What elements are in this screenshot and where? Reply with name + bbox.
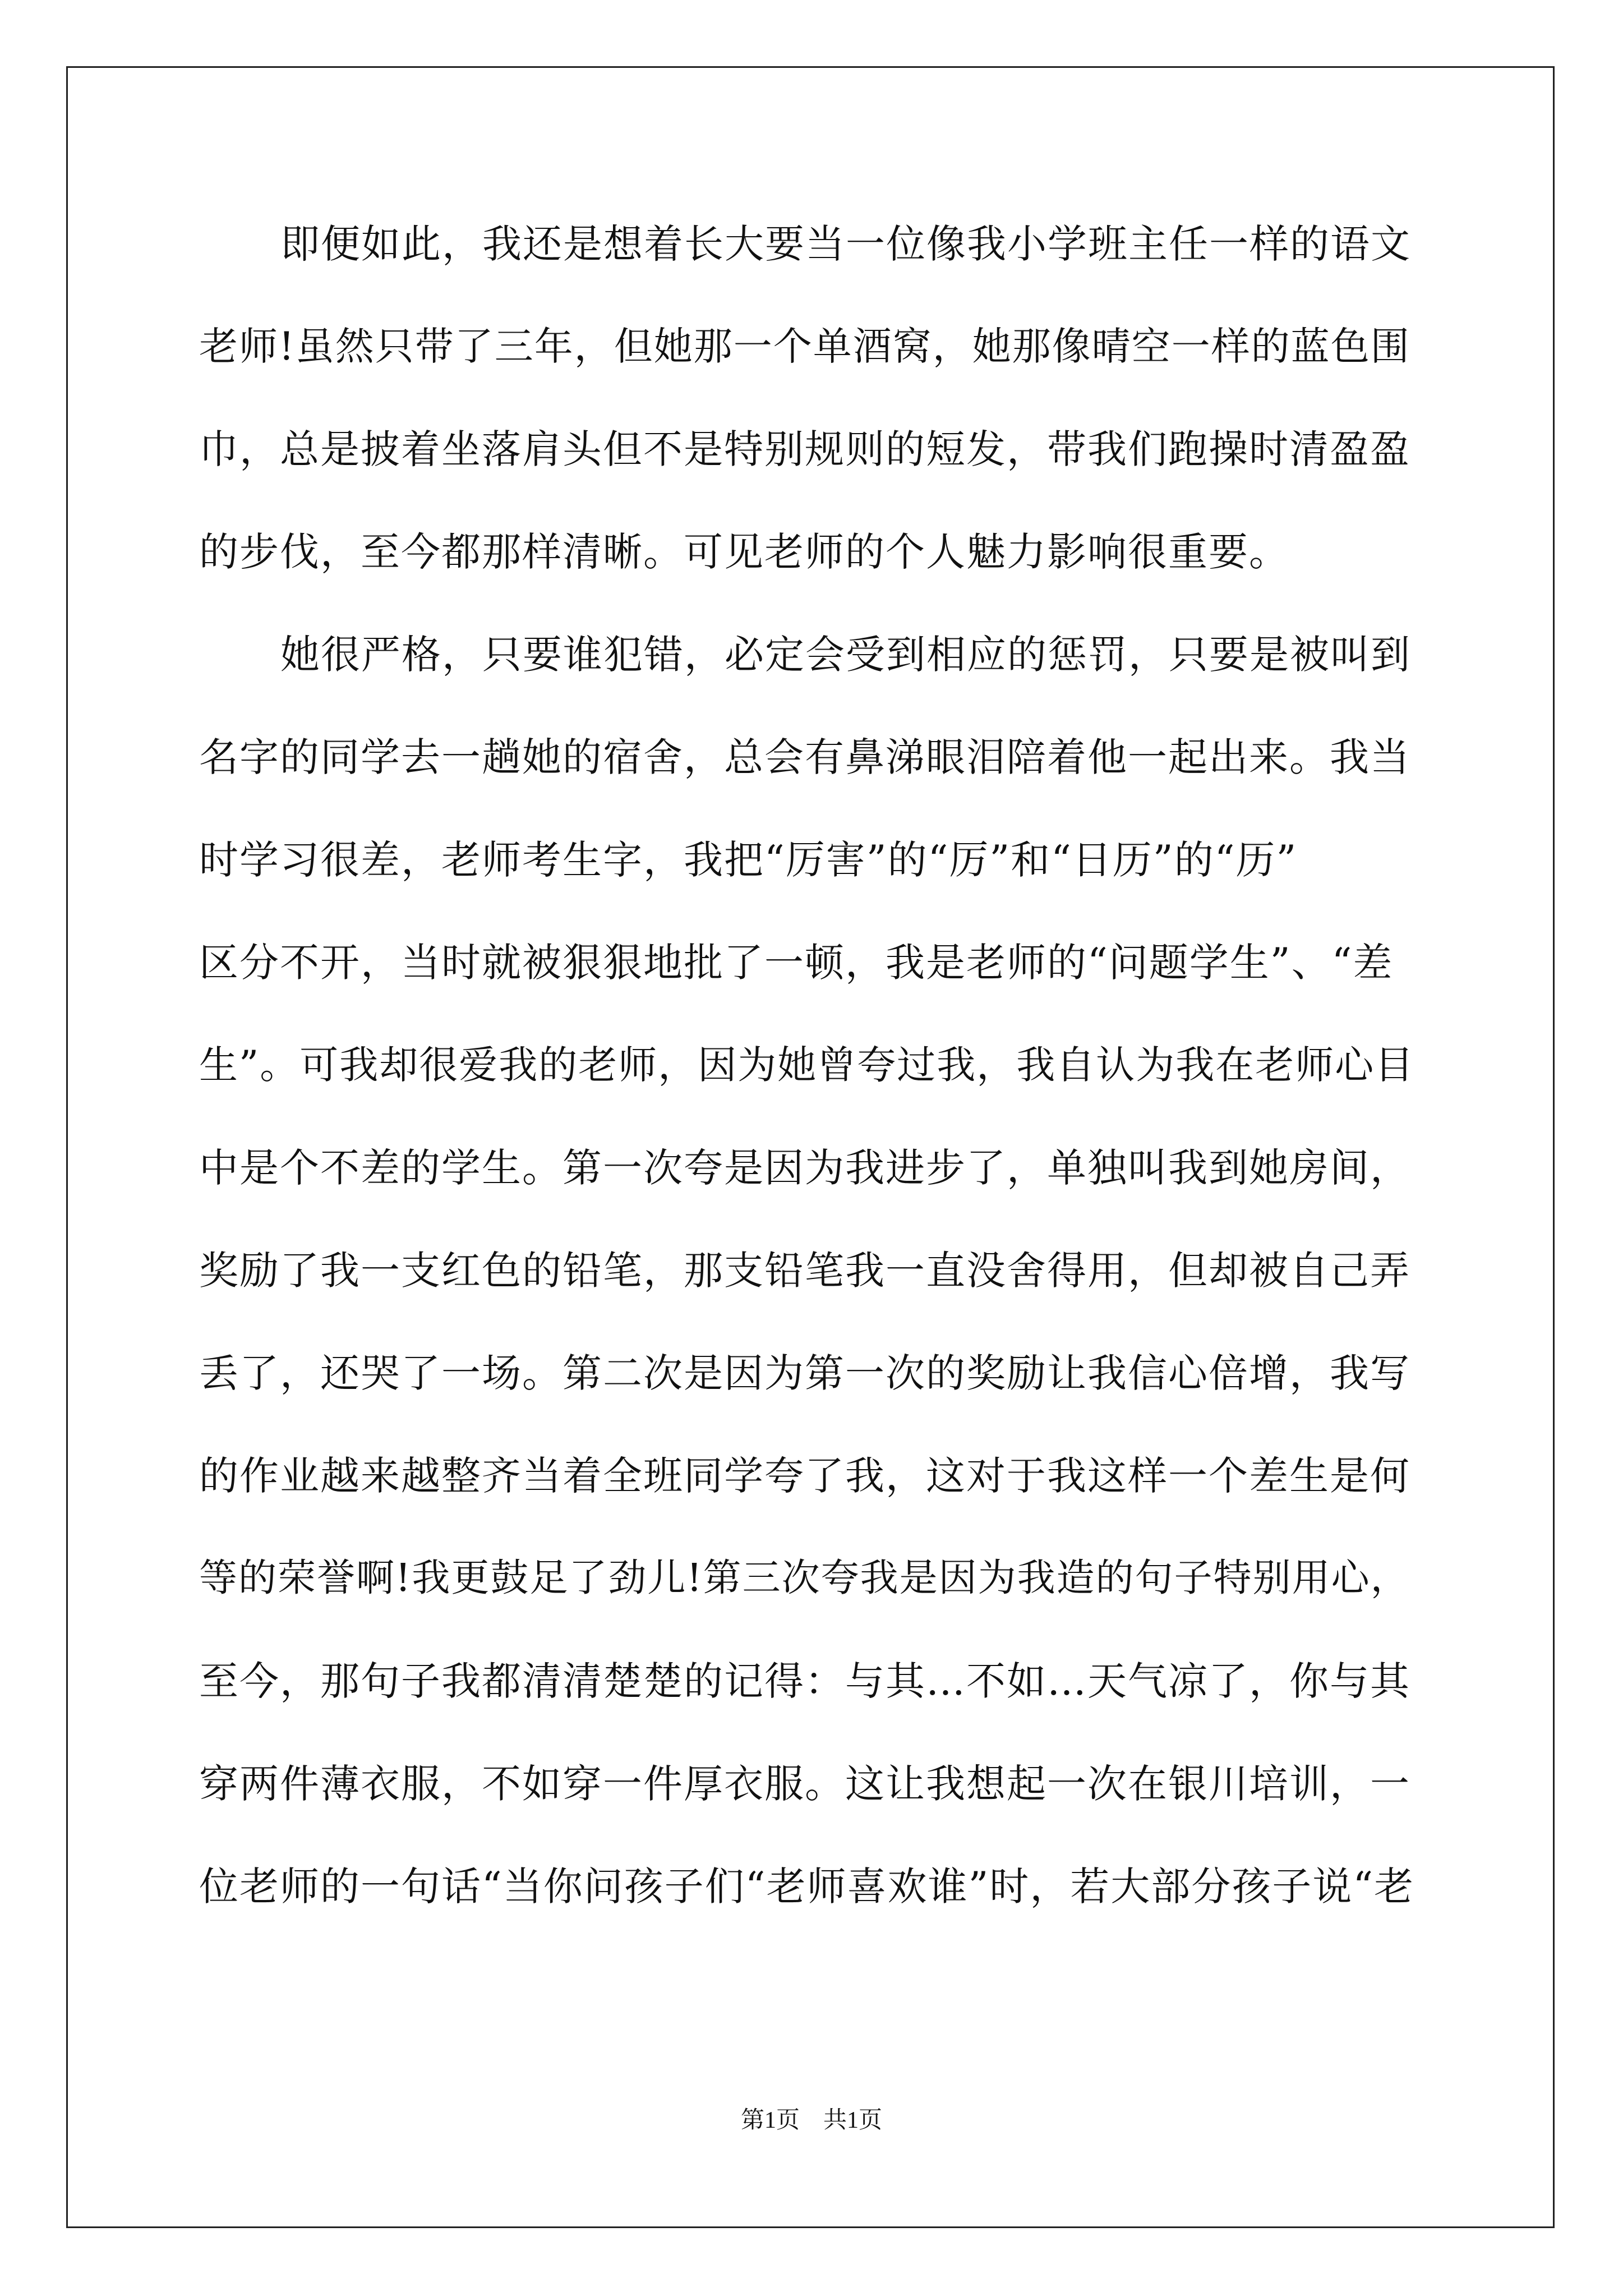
- text-line: 的作业越来越整齐当着全班同学夸了我，这对于我这样一个差生是何: [199, 1453, 1410, 1499]
- text-line: 生”。可我却很爱我的老师，因为她曾夸过我，我自认为我在老师心目: [199, 1043, 1415, 1088]
- text-line: 奖励了我一支红色的铅笔，那支铅笔我一直没舍得用，但却被自己弄: [199, 1248, 1410, 1294]
- text-line: 名字的同学去一趟她的宿舍，总会有鼻涕眼泪陪着他一起出来。我当: [199, 734, 1410, 780]
- text-line: 她很严格，只要谁犯错，必定会受到相应的惩罚，只要是被叫到: [280, 632, 1411, 678]
- text-line: 老师!虽然只带了三年，但她那一个单酒窝，她那像晴空一样的蓝色围: [199, 324, 1410, 369]
- text-line: 丢了，还哭了一场。第二次是因为第一次的奖励让我信心倍增，我写: [199, 1350, 1410, 1396]
- text-line: 中是个不差的学生。第一次夸是因为我进步了，单独叫我到她房间，: [199, 1145, 1410, 1191]
- text-line: 时学习很差，老师考生字，我把“厉害”的“厉”和“日历”的“历”: [199, 837, 1298, 883]
- text-line: 区分不开，当时就被狠狠地批了一顿，我是老师的“问题学生”、“差: [199, 940, 1394, 986]
- text-line: 穿两件薄衣服，不如穿一件厚衣服。这让我想起一次在银川培训，一: [199, 1761, 1410, 1807]
- text-line: 巾，总是披着坐落肩头但不是特别规则的短发，带我们跑操时清盈盈: [199, 426, 1410, 472]
- text-line: 即便如此，我还是想着长大要当一位像我小学班主任一样的语文: [280, 221, 1411, 267]
- text-line: 的步伐，至今都那样清晰。可见老师的个人魅力影响很重要。: [199, 529, 1289, 575]
- text-line: 等的荣誉啊!我更鼓足了劲儿!第三次夸我是因为我造的句子特别用心，: [199, 1556, 1410, 1600]
- text-line: 至今，那句子我都清清楚楚的记得：与其…不如…天气凉了，你与其: [199, 1658, 1410, 1704]
- text-line: 位老师的一句话“当你问孩子们“老师喜欢谁”时，若大部分孩子说“老: [199, 1864, 1415, 1910]
- page-number-footer: 第1页 共1页: [740, 2108, 882, 2133]
